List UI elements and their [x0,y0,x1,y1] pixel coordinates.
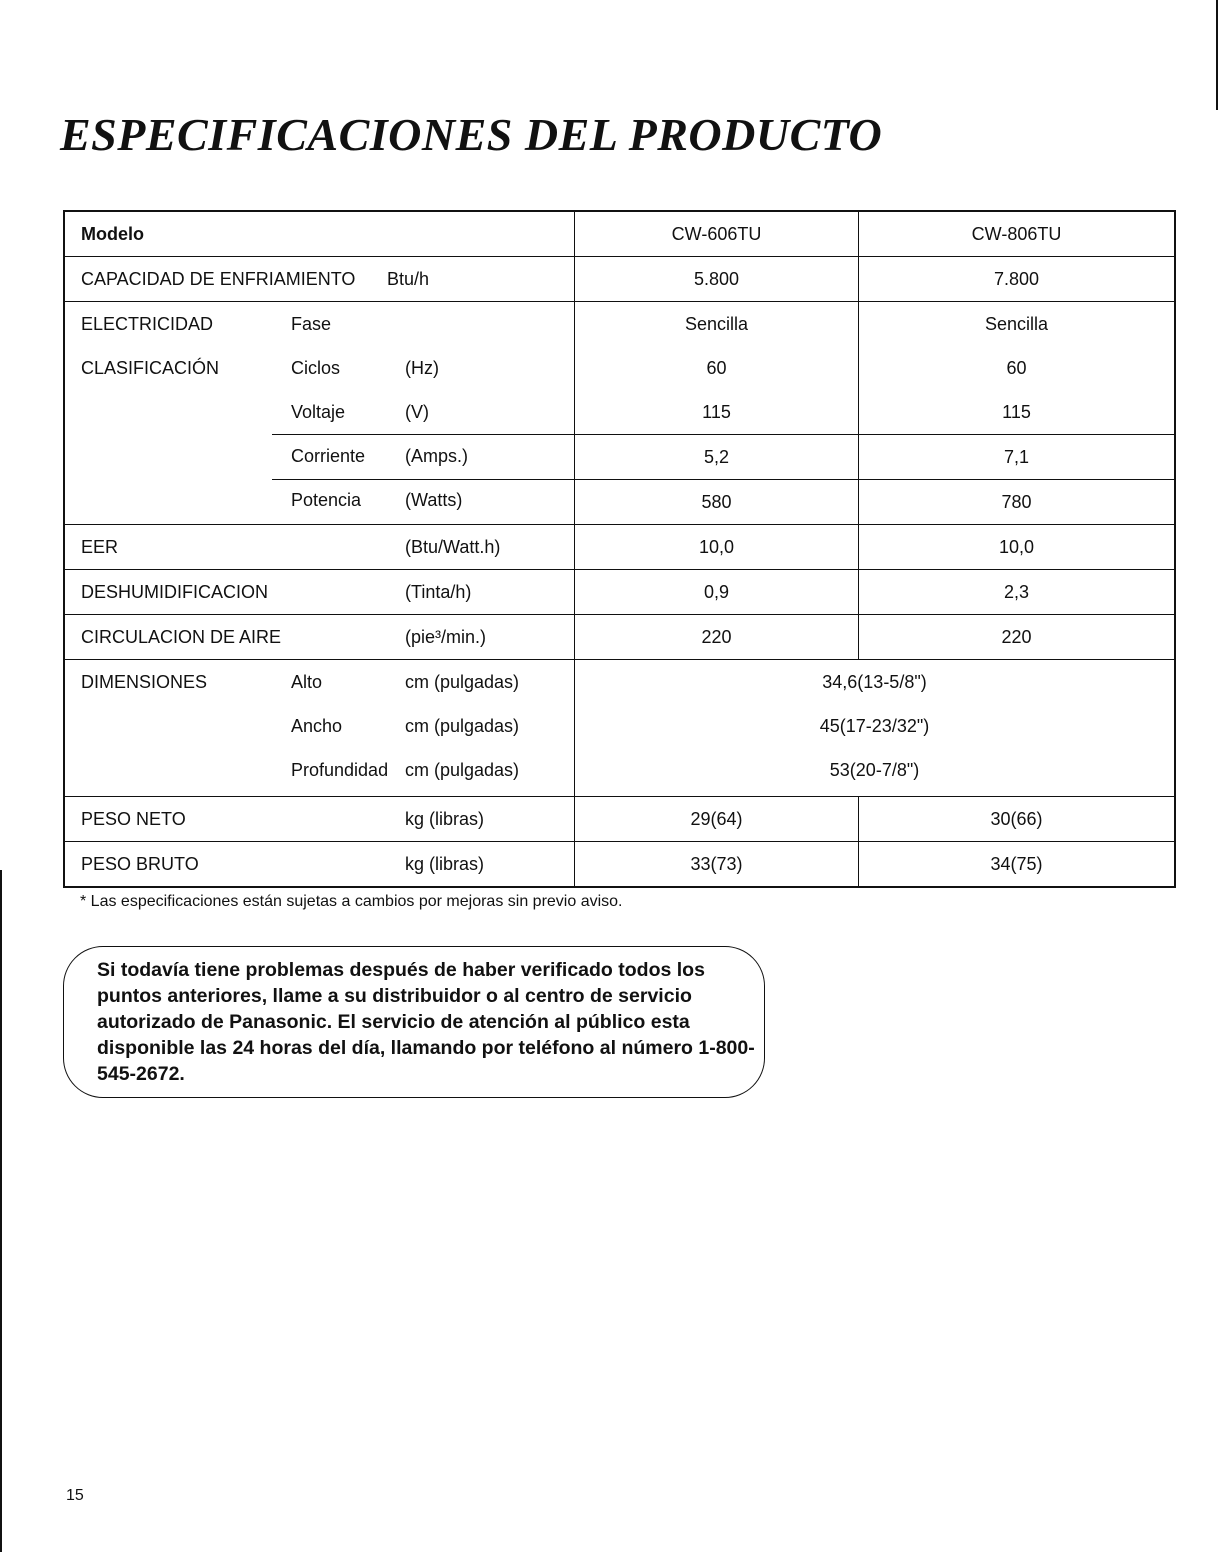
capacidad-label: CAPACIDAD DE ENFRIAMIENTO [81,269,356,289]
elec-value-b: 115 [1002,402,1031,422]
peso-bruto-a: 33(73) [575,842,859,886]
elec-value-a: 115 [702,402,731,422]
peso-neto-label: PESO NETO [81,809,186,829]
clasificacion-label: CLASIFICACIÓN [81,358,220,378]
elec-value-b: Sencilla [984,314,1049,334]
dim-value: 34,6(13-5/8") [822,672,927,692]
scan-edge-right [1216,0,1218,110]
table-row-peso-neto [65,796,1174,841]
table-row-deshumidificacion [65,569,1174,614]
elec-value-a: Sencilla [684,314,749,334]
page-number: 15 [66,1487,84,1504]
footnote: * Las especificaciones están sujetas a cambios por mejoras sin previo aviso. [80,893,623,910]
circulacion-a: 220 [575,615,859,659]
circulacion-label: CIRCULACION DE AIRE [81,627,282,647]
capacidad-a: 5.800 [575,257,859,301]
peso-bruto-unit: kg (libras) [405,854,485,874]
table-row-circulacion [65,614,1174,659]
spec-table [63,210,1176,888]
elec-row-voltaje: Voltaje (V) [291,402,429,422]
model-label: Modelo [81,224,144,244]
model-b: CW-806TU [971,224,1062,244]
model-label-cell [65,212,575,256]
table-row-peso-bruto [65,841,1174,886]
elec-row-potencia: Potencia (Watts) [291,490,463,510]
model-a: CW-606TU [575,212,859,256]
dim-value: 53(20-7/8") [829,760,920,780]
peso-bruto-label: PESO BRUTO [81,854,199,874]
eer-unit: (Btu/Watt.h) [405,537,501,557]
peso-neto-unit: kg (libras) [405,809,485,829]
elec-value-b: 60 [1006,358,1027,378]
callout-text: Si todavía tiene problemas después de haber verificado todos los puntos anteriores, llame a su distribuidor o al centro de servicio autorizado de Panasonic. El servicio de atención al público esta disponible las 24 horas del día, llamando por teléfono al número 1-800-545-2672. [97,959,755,1085]
table-row-electricidad [65,301,1174,524]
capacidad-unit: Btu/h [387,269,430,289]
elec-row-ciclos: Ciclos (Hz) [291,358,439,378]
dim-value: 45(17-23/32") [819,716,930,736]
dim-row-alto: Alto cm (pulgadas) [291,672,520,692]
eer-b: 10,0 [998,537,1035,557]
table-row-capacidad [65,256,1174,301]
dimensiones-label: DIMENSIONES [81,672,208,692]
scan-edge-left [0,870,2,1552]
deshumidificacion-unit: (Tinta/h) [405,582,472,602]
elec-value-a: 60 [706,358,727,378]
service-callout [63,946,765,1098]
table-row-model [65,212,1174,256]
deshumidificacion-a: 0,9 [575,570,859,614]
peso-neto-b: 30(66) [990,809,1043,829]
deshumidificacion-b: 2,3 [1003,582,1030,602]
elec-value-a: 5,2 [575,434,858,479]
eer-label: EER [81,537,119,557]
table-row-eer [65,524,1174,569]
circulacion-unit: (pie³/min.) [405,627,487,647]
electricidad-label: ELECTRICIDAD [81,314,214,334]
elec-row-corriente: Corriente (Amps.) [291,446,468,466]
circulacion-b: 220 [1001,627,1032,647]
dim-row-profundidad: Profundidad cm (pulgadas) [291,760,520,780]
deshumidificacion-label: DESHUMIDIFICACION [81,582,269,602]
elec-row-fase: Fase [291,314,332,334]
capacidad-b: 7.800 [993,269,1040,289]
eer-a: 10,0 [575,525,859,569]
elec-value-b: 7,1 [859,434,1174,479]
elec-value-b: 780 [859,479,1174,524]
dim-row-ancho: Ancho cm (pulgadas) [291,716,520,736]
table-row-dimensiones [65,659,1174,796]
peso-bruto-b: 34(75) [990,854,1043,874]
page-title: ESPECIFICACIONES DEL PRODUCTO [60,109,883,160]
peso-neto-a: 29(64) [575,797,859,841]
elec-value-a: 580 [575,479,858,524]
